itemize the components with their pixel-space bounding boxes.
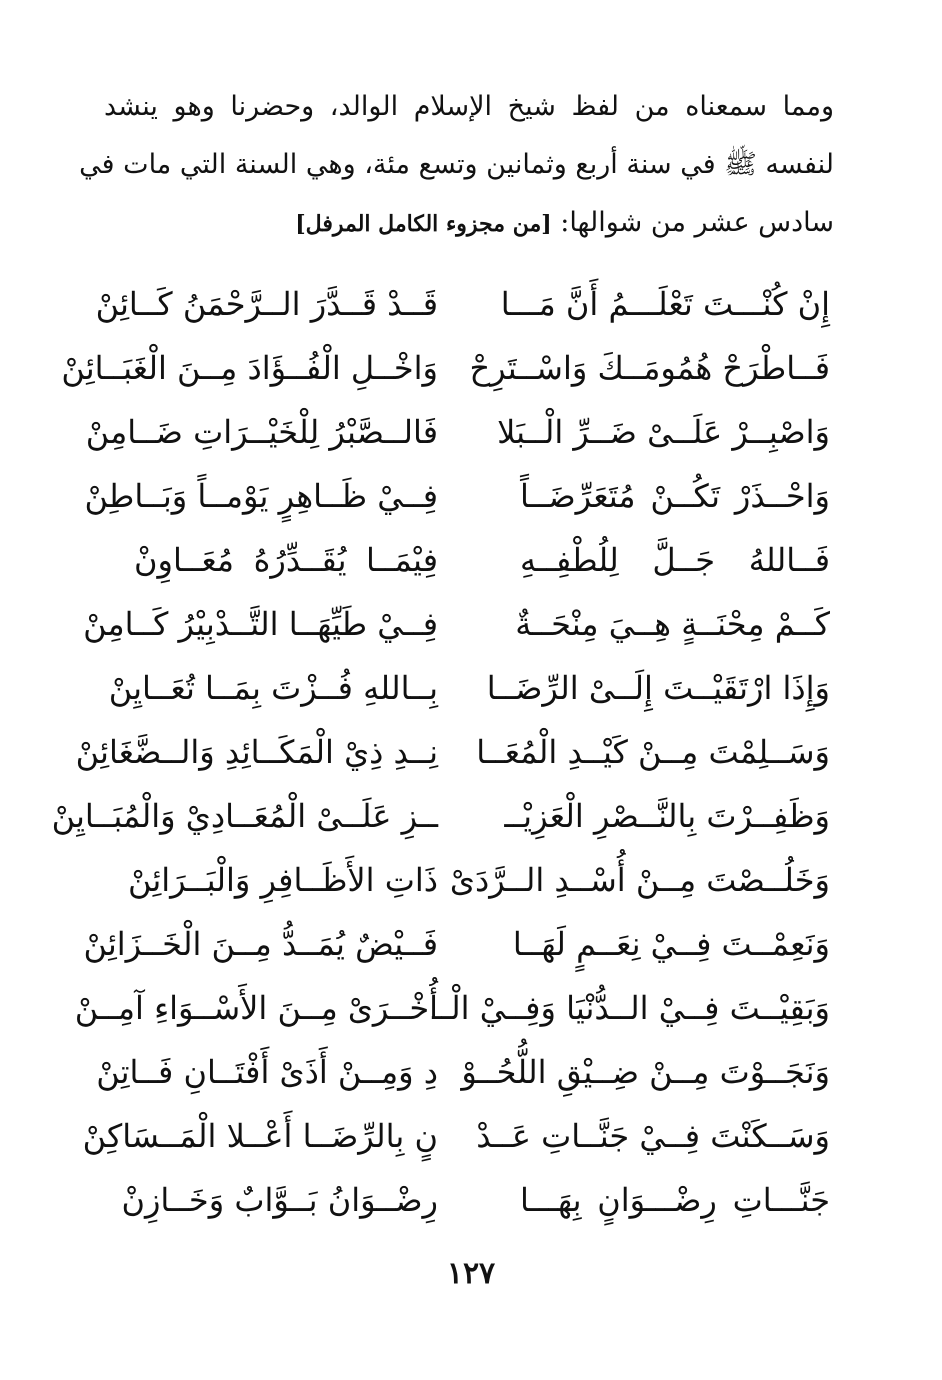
intro-line-1: ومما سمعناه من لفظ شيخ الإسلام الوالد، وحضرنا وهو ينشد — [104, 91, 834, 122]
verse-second-hemistich: دِ وَمِــنْ أَذَىْ أَفْتَــانِ فَــاتِنْ — [96, 1053, 438, 1091]
verse-first-hemistich: فَــاللهُ جَــلَّ لِلُطْفِــهِ — [520, 541, 830, 579]
verse — [0, 1104, 942, 1168]
verse — [0, 464, 942, 528]
verse — [0, 400, 942, 464]
verse — [0, 336, 942, 400]
verse-second-hemistich: فِيْمَــا يُقَــدِّرُهُ مُعَــاوِنْ — [134, 541, 438, 579]
intro-paragraph — [79, 91, 834, 266]
verse-second-hemistich: نٍ بِالرِّضَــا أَعْــلا الْمَــسَاكِنْ — [82, 1117, 438, 1155]
verse-first-hemistich: وَنَعِمْــتَ فِــيْ نِعَــمٍ لَهَــا — [512, 925, 830, 963]
verse-second-hemistich: نِــدِ ذِيْ الْمَكَــائِدِ وَالــضَّغَائِنْ — [75, 733, 438, 771]
verse-second-hemistich: فَــيْضٌ يُمَــدُّ مِــنَ الْخَــزَائِنْ — [83, 925, 438, 963]
verse-first-hemistich: وَسَــلِمْتَ مِــنْ كَيْــدِ الْمُعَــا — [476, 733, 830, 771]
verse-second-hemistich: ــزِ عَلَــىْ الْمُعَــادِيْ وَالْمُبَــايِنْ — [51, 797, 438, 835]
verse — [0, 976, 942, 1040]
verse-first-hemistich: وَإِذَا ارْتَقَيْــتَ إِلَــىْ الرِّضَــا — [486, 669, 830, 707]
verse-second-hemistich: فِــيْ طَيِّهَــا التَّــدْبِيْرُ كَــامِنْ — [83, 605, 438, 643]
verse — [0, 592, 942, 656]
verse — [0, 720, 942, 784]
verse-first-hemistich: وَنَجَــوْتَ مِــنْ ضِــيْقِ اللُّحُــوْ — [461, 1053, 830, 1091]
verse — [0, 528, 942, 592]
intro-line-3 — [104, 208, 834, 266]
verse-second-hemistich: وَاخْــلِ الْفُــؤَادَ مِــنَ الْغَبَــائِنْ — [61, 349, 438, 387]
verse-second-hemistich: ذَاتِ الأَظَــافِرِ وَالْبَــرَائِنْ — [128, 861, 438, 899]
verse-second-hemistich: رِضْــوَانُ بَــوَّابٌ وَخَــازِنْ — [121, 1181, 438, 1219]
verse — [0, 912, 942, 976]
verse-second-hemistich: فَالــصَّبْرُ لِلْخَيْــرَاتِ ضَــامِنْ — [85, 413, 438, 451]
verse — [0, 848, 942, 912]
verse — [0, 784, 942, 848]
verse — [0, 272, 942, 336]
verse-first-hemistich: جَنَّـــاتِ رِضْـــوَانٍ بِهَـــا — [520, 1181, 830, 1219]
verse — [0, 1168, 942, 1232]
verse-first-hemistich: وَبَقِيْــتَ فِــيْ الــدُّنْيَا وَفِــيْ الْــ — [432, 989, 830, 1027]
verse-first-hemistich: إِنْ كُنْـــتَ تَعْلَـــمُ أَنَّ مَـــا — [500, 285, 830, 323]
verse-second-hemistich: بِــاللهِ فُــزْتَ بِمَــا تُعَــايِنْ — [108, 669, 438, 707]
verse-second-hemistich: قَــدْ قَــدَّرَ الــرَّحْمَنُ كَــائِنْ — [95, 285, 438, 323]
verse-second-hemistich: فِــيْ ظَــاهِرٍ يَوْمــاً وَبَــاطِنْ — [84, 477, 438, 515]
verse-first-hemistich: وَسَــكَنْتَ فِــيْ جَنَّــاتِ عَــدْ — [476, 1117, 830, 1155]
intro-line-2: لنفسه ﷺ في سنة أربع وثمانين وتسع مئة، وهي السنة التي مات في — [79, 149, 834, 180]
verse-first-hemistich: وَاصْبِــرْ عَلَــىْ ضَــرِّ الْــبَلا — [497, 413, 830, 451]
verse-first-hemistich: فَــاطْرَحْ هُمُومَــكَ وَاسْــتَرِحْ — [469, 349, 830, 387]
verse — [0, 656, 942, 720]
verse-first-hemistich: وَاحْــذَرْ تَكُــنْ مُتَعَرِّضَــاً — [520, 477, 830, 515]
verse-first-hemistich: وَظَفِــرْتَ بِالنَّــصْرِ الْعَزِيْــ — [504, 797, 830, 835]
verse — [0, 1040, 942, 1104]
verse-first-hemistich: وَخَلُــصْتَ مِــنْ أُسْــدِ الــرَّدَىْ — [449, 861, 830, 899]
verse-first-hemistich: كَــمْ مِحْنَــةٍ هِــيَ مِنْحَــةٌ — [515, 605, 830, 643]
intro-line-3-text: سادس عشر من شوالها: — [560, 207, 834, 238]
page-number: ١٢٧ — [446, 1256, 496, 1291]
poem-meter-label: [من مجزوء الكامل المرفل] — [295, 211, 552, 237]
verse-second-hemistich: أُخْــرَىْ مِــنَ الأَسْــوَاءِ آمِــنْ — [74, 989, 438, 1027]
